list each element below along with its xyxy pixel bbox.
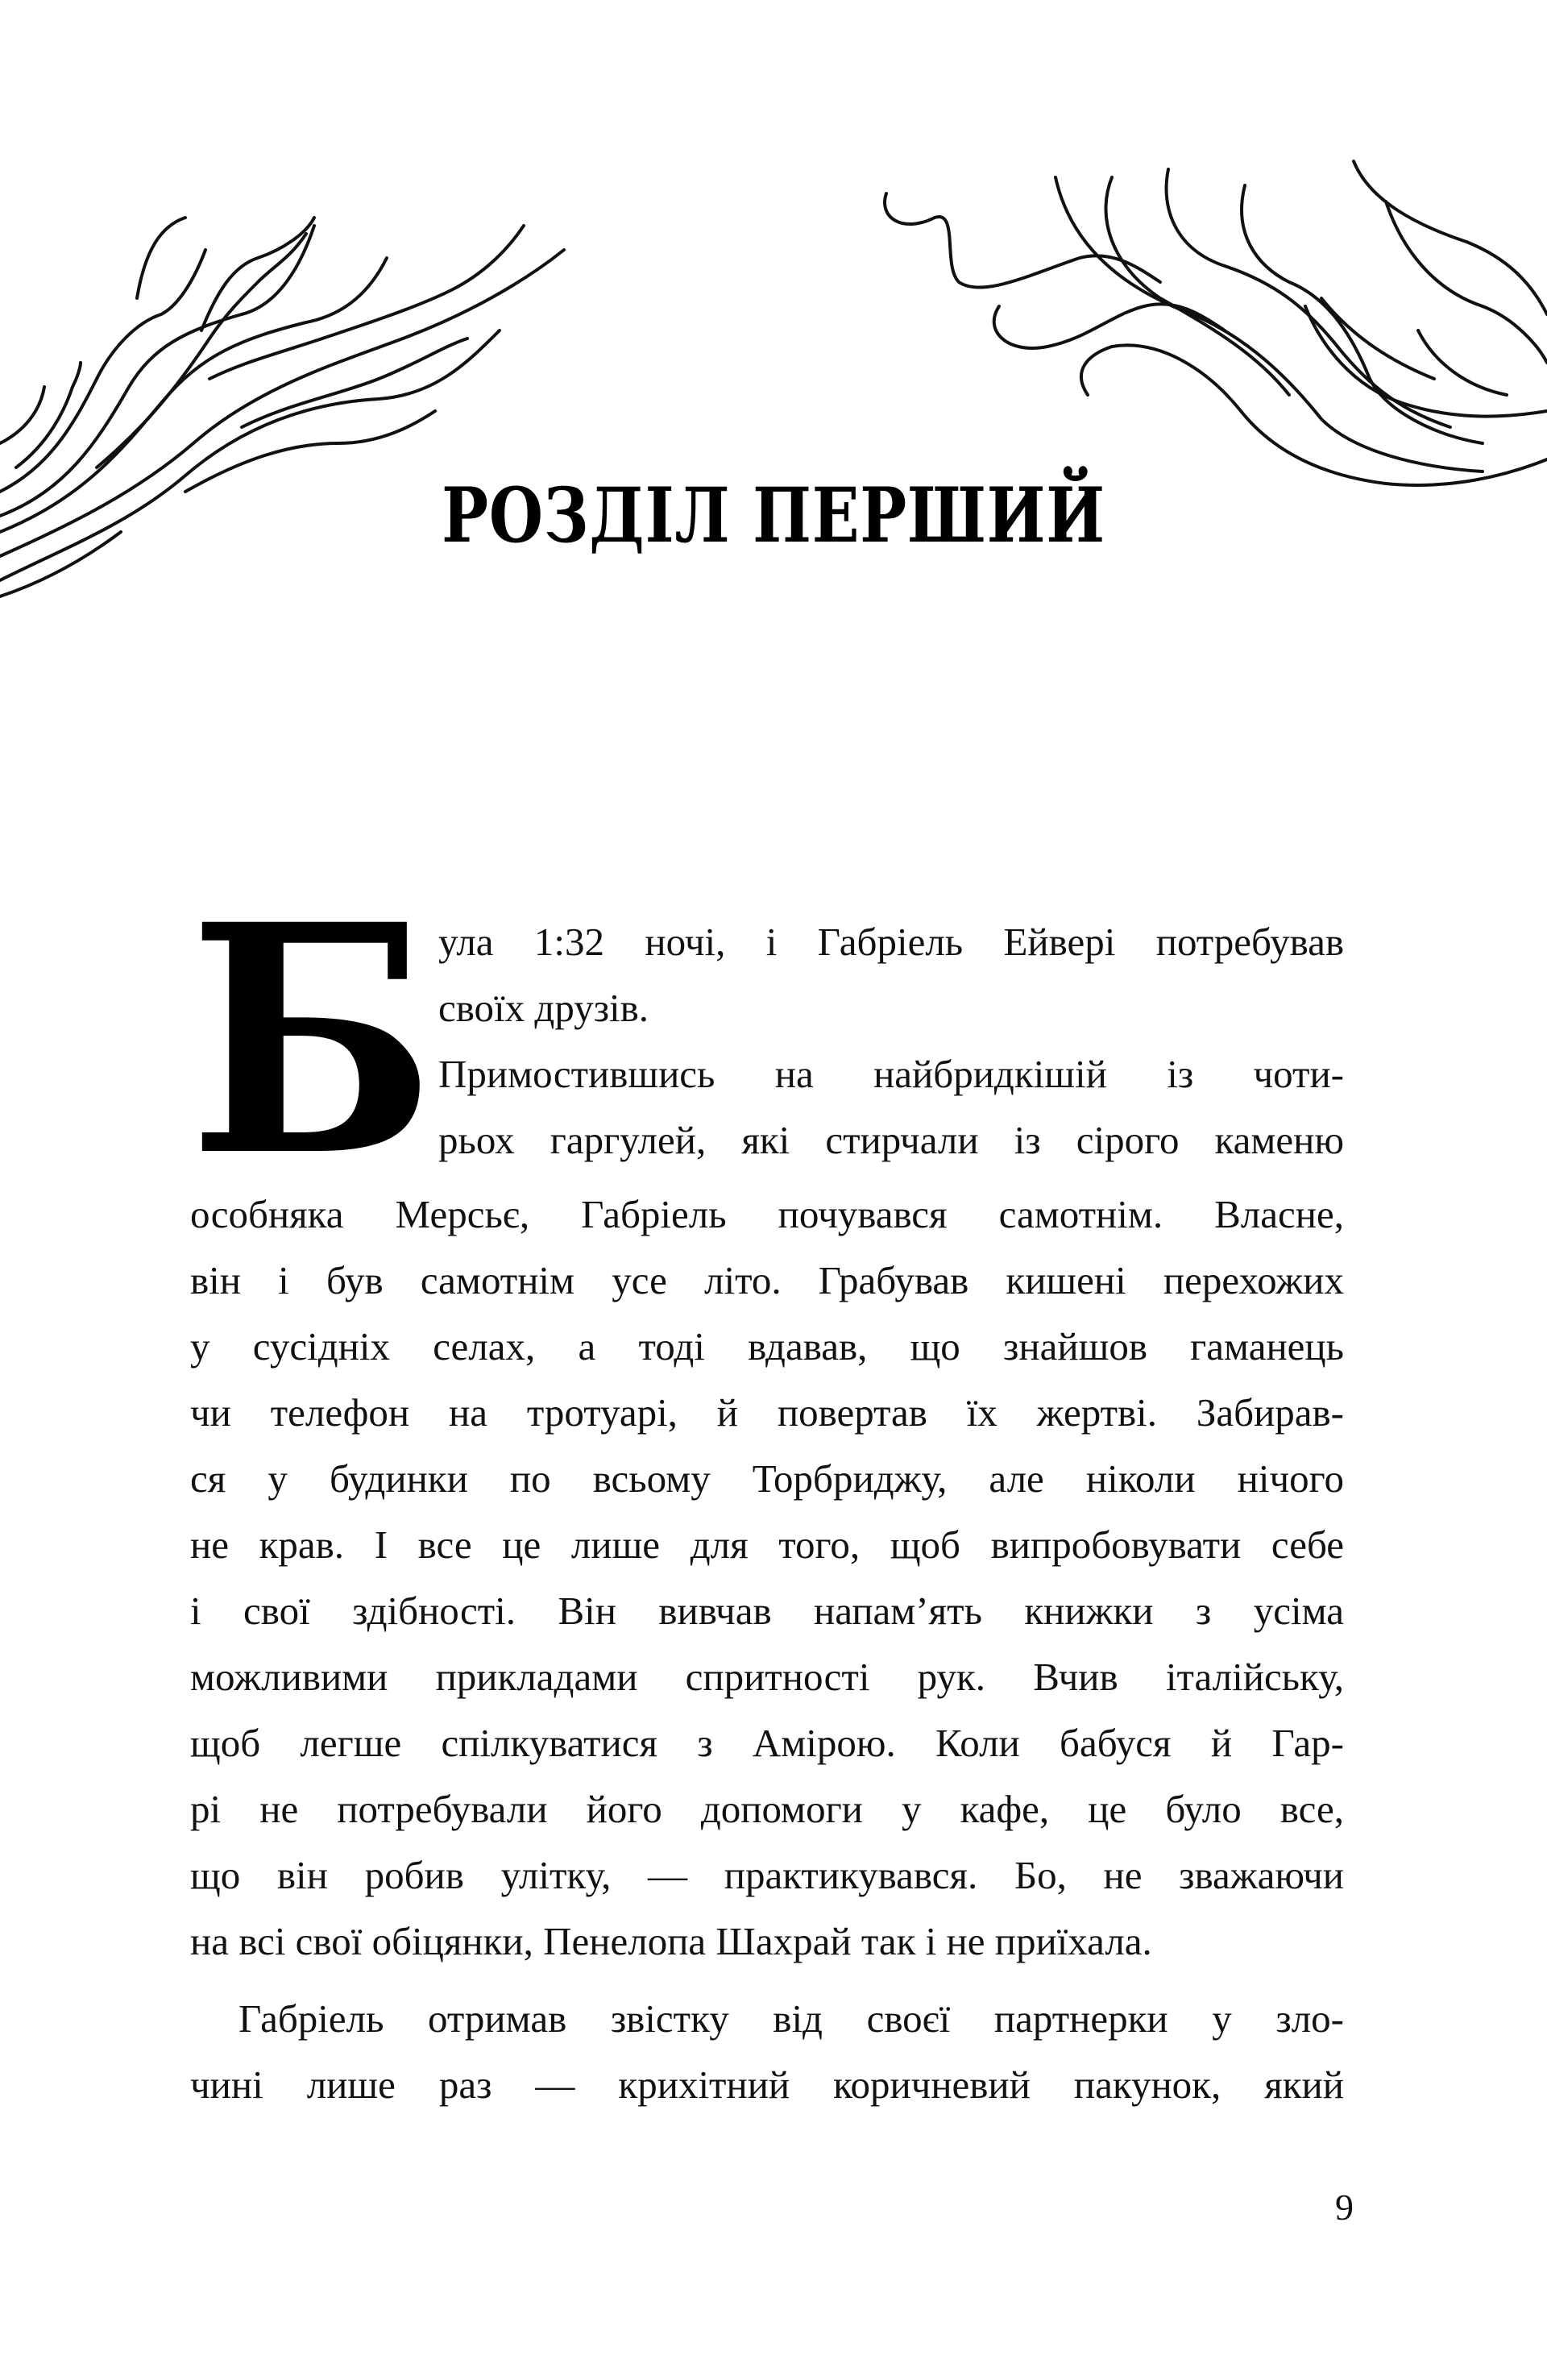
page-number: 9 [1335,2187,1354,2228]
text-line: ся у будинки по всьому Торбриджу, але ніколи нічого [190,1456,1344,1501]
text-line: особняка Мерсьє, Габріель почувався самотнім. Власне, [190,1192,1344,1236]
text-line: чи телефон на тротуарі, й повертав їх жертві. Забирав- [190,1390,1344,1435]
flame-swirl-ornament-right-icon [870,153,1547,492]
text-line: можливими прикладами спритності рук. Вчив італійську, [190,1655,1344,1699]
text-line: Примостившись на найбридкішій із чоти- [438,1052,1344,1096]
text-line: він і був самотнім усе літо. Грабував кишені перехожих [190,1258,1344,1302]
text-line: на всі свої обіцянки, Пенелопа Шахрай так і не приїхала. [190,1919,1152,1963]
drop-cap: Б [189,856,436,1225]
text-line: що він робив улітку, — практикувався. Бо, не зважаючи [190,1853,1344,1897]
text-line: не крав. І все це лише для того, щоб випробовувати себе [190,1522,1344,1567]
text-line: ула 1:32 ночі, і Габріель Ейвері потребував [438,920,1344,964]
text-line: рьох гаргулей, які стирчали із сірого каменю [438,1118,1344,1162]
chapter-body-text [189,856,1344,2118]
text-line: рі не потребували його допомоги у кафе, це було все, [190,1787,1344,1831]
text-line: у сусідніх селах, а тоді вдавав, що знайшов гаманець [190,1324,1344,1369]
text-line: чині лише раз — крихітний коричневий пакунок, який [190,2062,1344,2107]
text-line: і свої здібності. Він вивчав напам’ять книжки з усіма [190,1589,1344,1633]
text-line: щоб легше спілкуватися з Амірою. Коли бабуся й Гар- [190,1721,1344,1765]
chapter-title: РОЗДІЛ ПЕРШИЙ [442,471,1105,560]
text-line: своїх друзів. [438,986,649,1030]
text-line: Габріель отримав звістку від своєї партнерки у зло- [238,1996,1344,2041]
